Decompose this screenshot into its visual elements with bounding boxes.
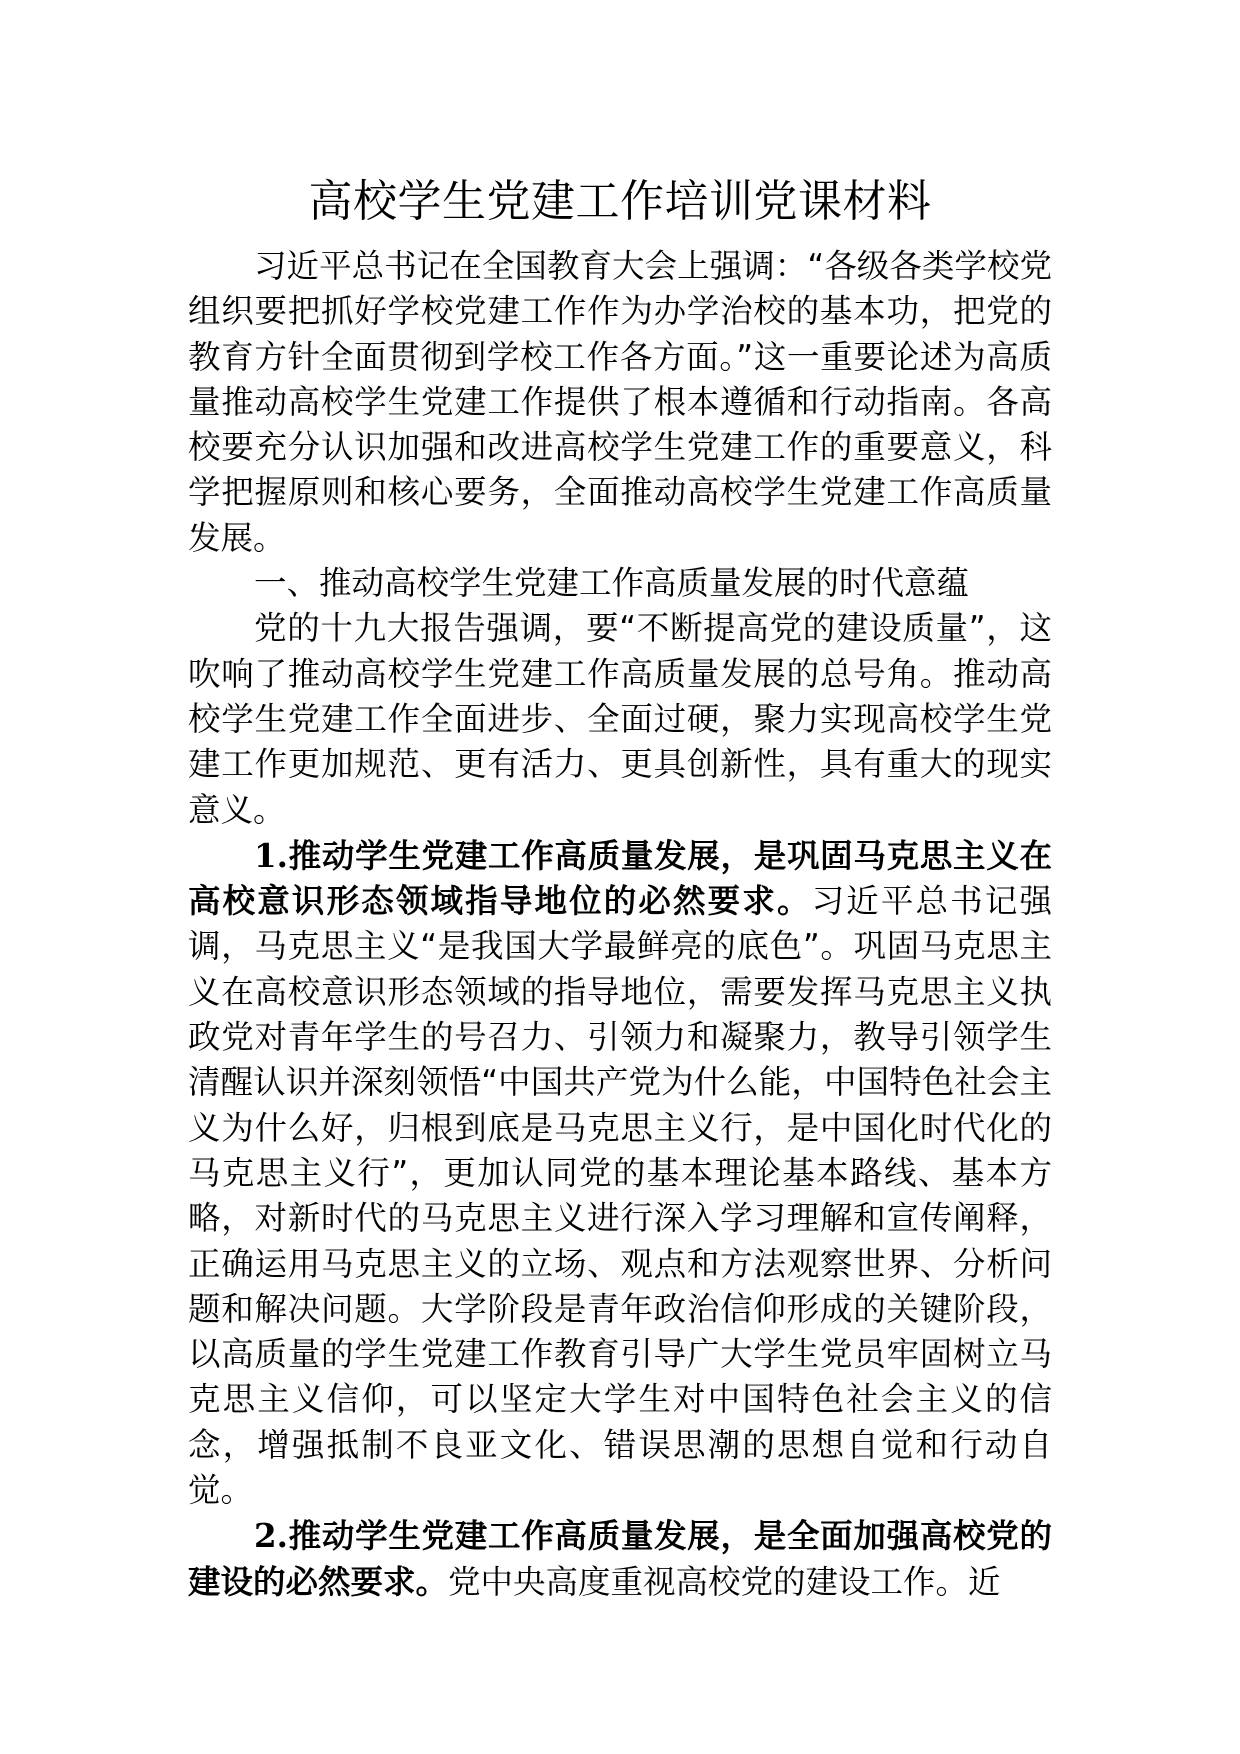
point-2-number: 2. xyxy=(254,1516,288,1556)
document-title: 高校学生党建工作培训党课材料 xyxy=(308,176,932,227)
point-2-heading: 推动学生党建工作高质量发展，是全面加强高校党的建设的必然要求。 xyxy=(188,1517,1052,1601)
point-2-paragraph xyxy=(188,1513,1052,1605)
point-1-paragraph xyxy=(188,833,1052,1513)
point-1-heading: 推动学生党建工作高质量发展，是巩固马克思主义在高校意识形态领域指导地位的必然要求。 xyxy=(188,836,1052,921)
point-1-body: 习近平总书记强调，马克思主义“是我国大学最鲜亮的底色”。巩固马克思主义在高校意识形态领域的指导地位，需要发挥马克思主义执政党对青年学生的号召力、引领力和凝聚力，教导引领学生清醒认识并深刻领悟“中国共产党为什么能，中国特色社会主义为什么好，归根到底是马克思主义行，是中国化时代化的马克思主义行”，更加认同党的基本理论基本路线、基本方略，对新时代的马克思主义进行深入学习理解和宣传阐释，正确运用马克思主义的立场、观点和方法观察世界、分析问题和解决问题。大学阶段是青年政治信仰形成的关键阶段，以高质量的学生党建工作教育引导广大学生党员牢固树立马克思主义信仰，可以坚定大学生对中国特色社会主义的信念，增强抵制不良亚文化、错误思潮的思想自觉和行动自觉。 xyxy=(188,882,1052,1510)
intro-paragraph: 习近平总书记在全国教育大会上强调：“各级各类学校党组织要把抓好学校党建工作作为办学治校的基本功，把党的教育方针全面贯彻到学校工作各方面。”这一重要论述为高质量推动高校学生党建工作提供了根本遵循和行动指南。各高校要充分认识加强和改进高校学生党建工作的重要意义，科学把握原则和核心要务，全面推动高校学生党建工作高质量发展。 xyxy=(188,247,1052,557)
point-2-body: 党中央高度重视高校党的建设工作。近 xyxy=(448,1562,1001,1601)
section-heading-1: 一、推动高校学生党建工作高质量发展的时代意蕴 xyxy=(254,564,970,603)
section-1-paragraph: 党的十九大报告强调，要“不断提高党的建设质量”，这吹响了推动高校学生党建工作高质量发展的总号角。推动高校学生党建工作全面进步、全面过硬，聚力实现高校学生党建工作更加规范、更有活力、更具创新性，具有重大的现实意义。 xyxy=(188,609,1052,829)
document-page xyxy=(188,168,1052,1605)
point-1-number: 1. xyxy=(254,835,288,875)
